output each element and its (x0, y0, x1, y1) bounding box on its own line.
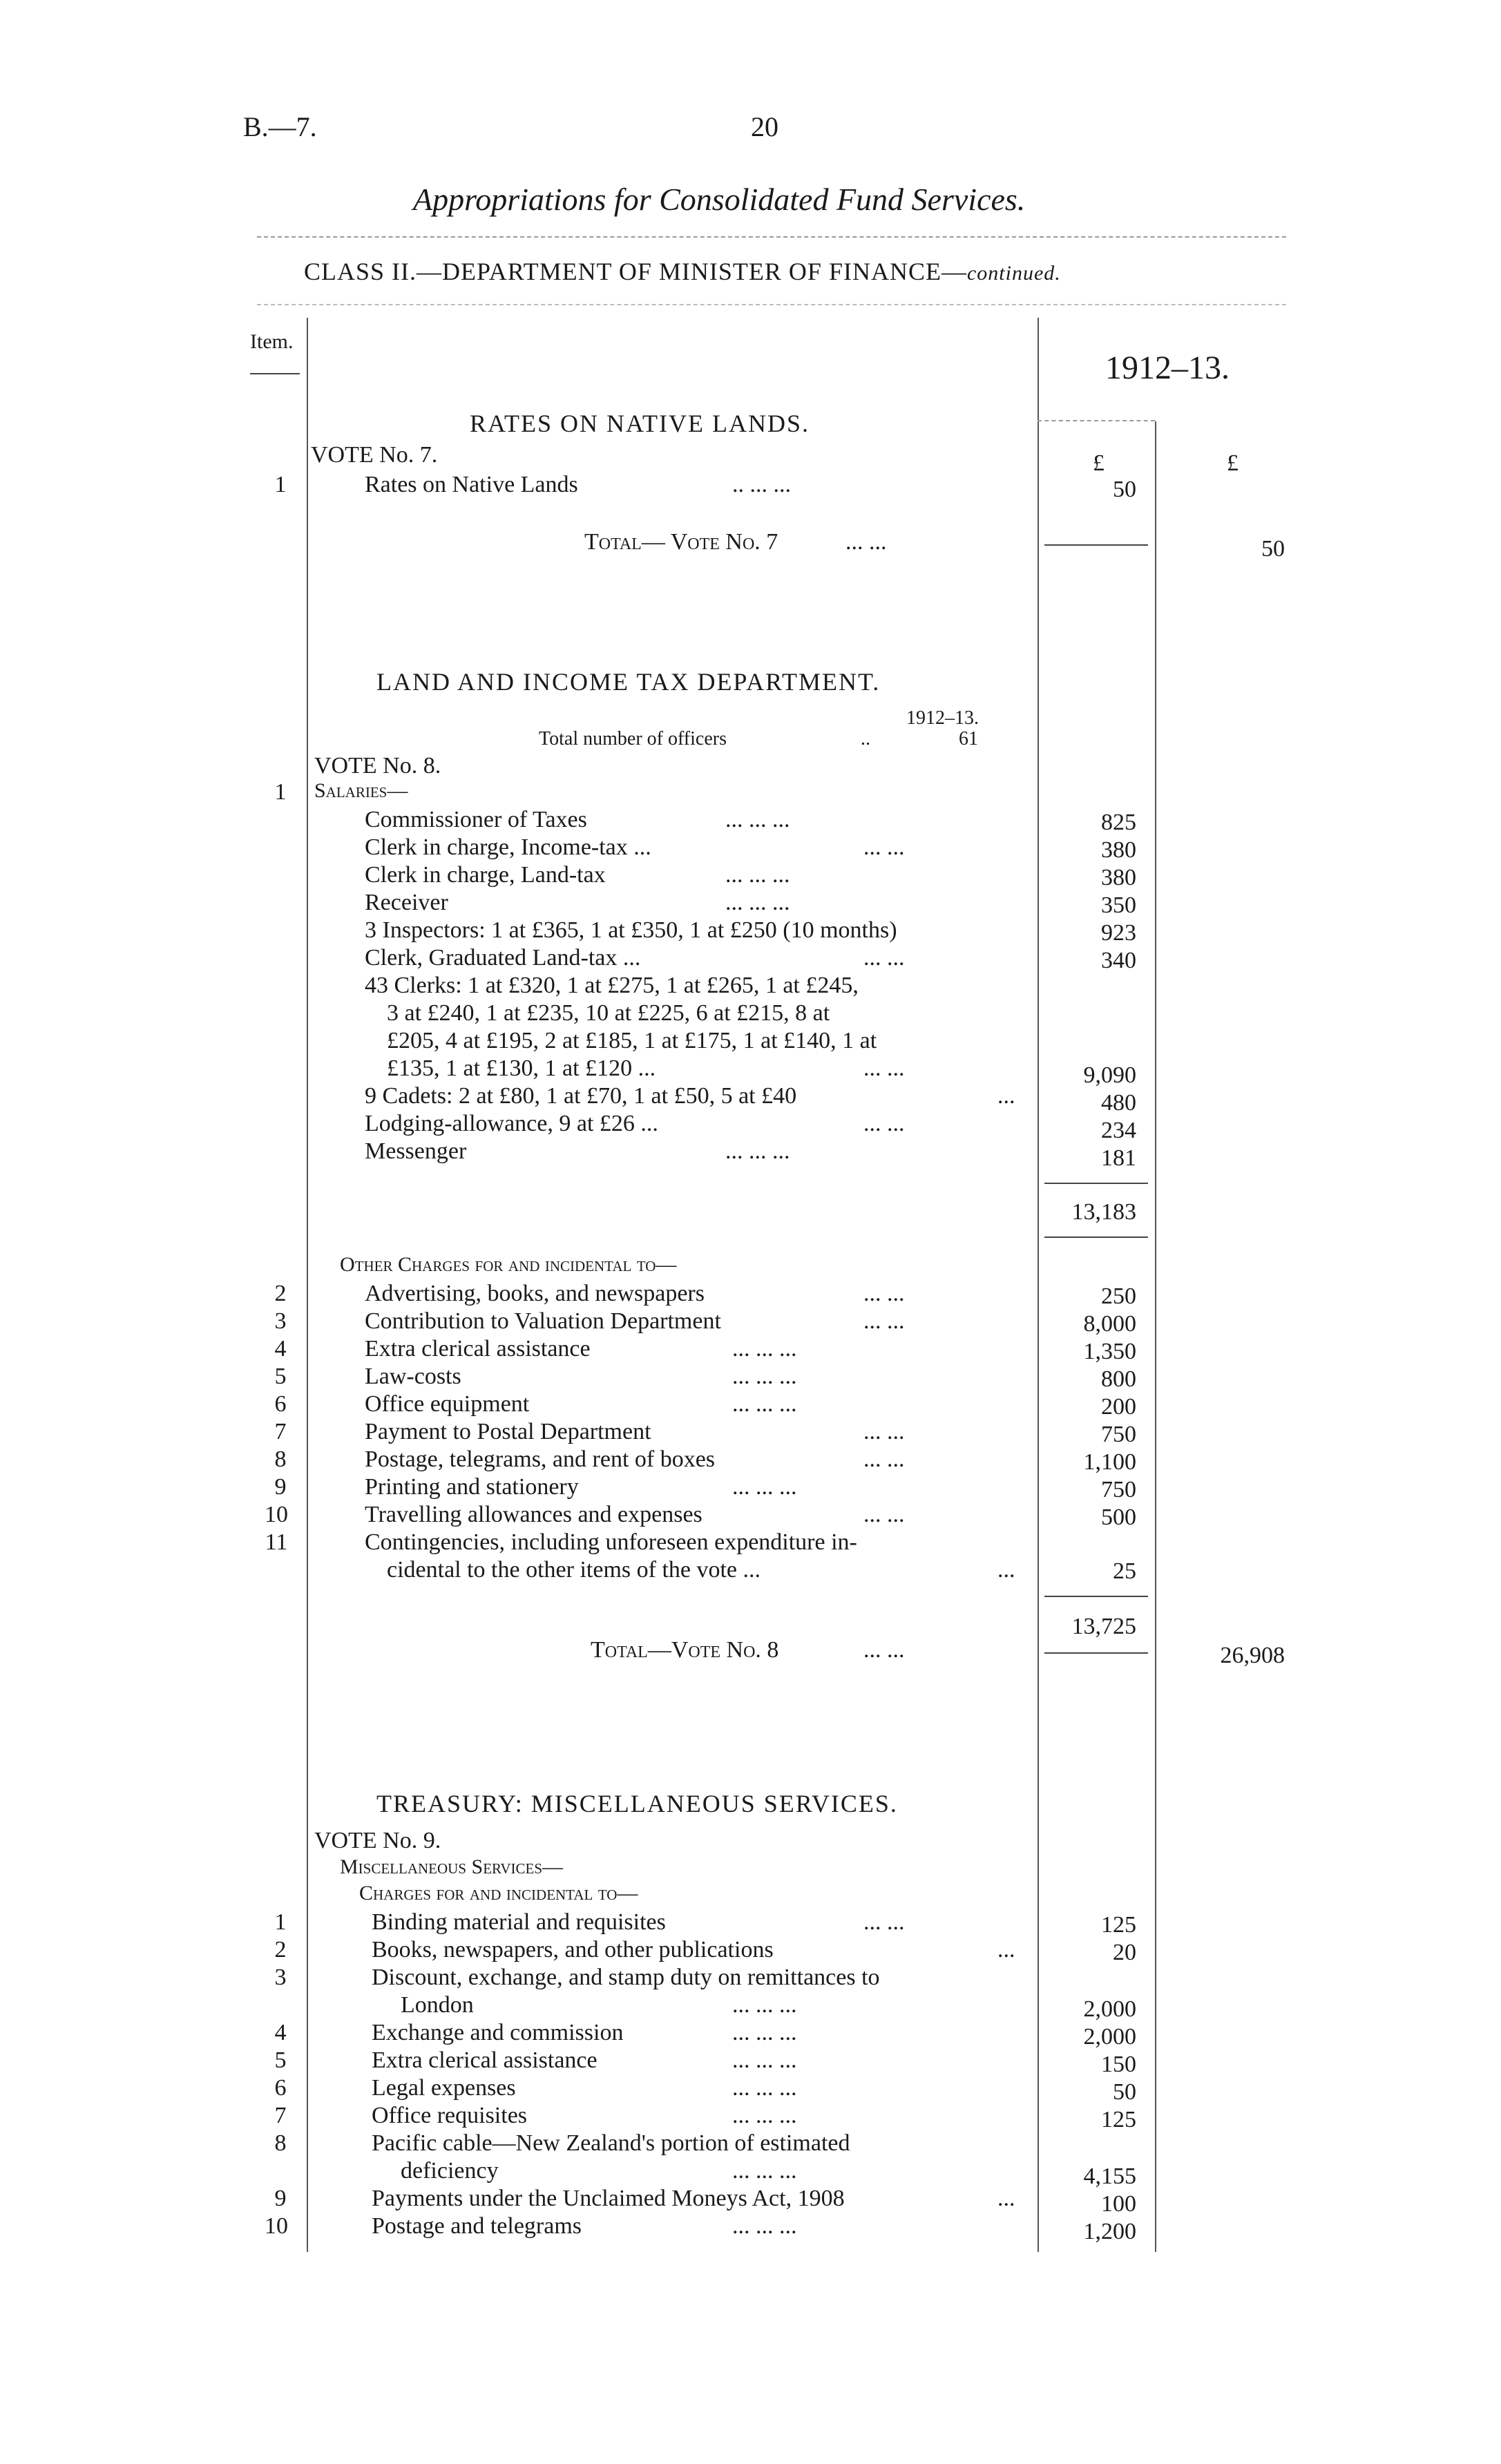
leader-dots: .. ... ... (732, 472, 791, 497)
leader-dots: ... ... ... (732, 2213, 797, 2239)
salary-line: 3 Inspectors: 1 at £365, 1 at £350, 1 at £250 (10 months) (365, 917, 897, 943)
section-heading-land-income-tax: LAND AND INCOME TAX DEPARTMENT. (376, 668, 881, 696)
misc-line: Pacific cable—New Zealand's portion of estimated (372, 2130, 850, 2156)
misc-line: deficiency (401, 2158, 499, 2184)
subtotal-rule (1044, 544, 1148, 546)
amount-column-rule-left (1038, 318, 1039, 2252)
leader-dots: ... ... (863, 1111, 905, 1136)
leader-dots: ... ... (863, 1281, 905, 1306)
item-number: 2 (274, 1281, 287, 1306)
charge-line: Contribution to Valuation Department (365, 1308, 721, 1334)
officers-count: 61 (959, 728, 978, 749)
charge-line: Postage, telegrams, and rent of boxes (365, 1446, 716, 1472)
misc-amount: 50 (1113, 2079, 1136, 2105)
item-number: 1 (274, 1909, 287, 1935)
misc-line: Discount, exchange, and stamp duty on remittances to (372, 1965, 880, 1990)
leader-dots: ... ... ... (732, 1992, 797, 2018)
leader-dots: ... (997, 1937, 1015, 1962)
item-number: 9 (274, 2186, 287, 2211)
item-number: 5 (274, 1364, 287, 1389)
charge-line: Payment to Postal Department (365, 1419, 651, 1444)
document-reference: B.—7. (243, 111, 317, 142)
leader-dots: ... ... (863, 1637, 905, 1663)
misc-amount: 20 (1113, 1940, 1136, 1965)
item-number: 1 (274, 779, 287, 805)
item-number: 8 (274, 1446, 287, 1472)
salaries-subtotal: 13,183 (1071, 1199, 1136, 1225)
subtotal-rule (1044, 1652, 1148, 1654)
salary-amount: 340 (1101, 948, 1136, 973)
clerks-line: 3 at £240, 1 at £235, 10 at £225, 6 at £215, 8 at (387, 1000, 830, 1026)
misc-amount: 4,155 (1083, 2164, 1136, 2189)
amount-column-rule-mid (1155, 421, 1156, 2252)
page-title: Appropriations for Consolidated Fund Services. (413, 182, 1026, 217)
other-charges-heading: Other Charges for and incidental to— (340, 1253, 677, 1276)
leader-dots: ... ... ... (732, 1474, 797, 1500)
item-amount: 50 (1113, 477, 1136, 502)
clerks-line: £135, 1 at £130, 1 at £120 ... (387, 1056, 656, 1081)
salary-amount: 380 (1101, 837, 1136, 863)
vote-7-label: VOTE No. 7. (311, 442, 438, 468)
vote-8-label: VOTE No. 8. (314, 753, 441, 779)
class-heading: CLASS II.—DEPARTMENT OF MINISTER OF FINANCE—continued. (304, 258, 1061, 285)
charge-amount: 8,000 (1083, 1311, 1136, 1337)
leader-dots: ... ... (863, 1056, 905, 1081)
charge-amount: 1,350 (1083, 1339, 1136, 1364)
salary-amount: 234 (1101, 1118, 1136, 1143)
class-divider (257, 304, 1286, 305)
header-divider (257, 236, 1286, 238)
item-column-header: Item. (250, 330, 294, 353)
item-header-rule (250, 373, 300, 374)
charge-amount: 25 (1113, 1558, 1136, 1584)
misc-line: Exchange and commission (372, 2020, 624, 2045)
charge-amount: 750 (1101, 1422, 1136, 1447)
misc-line: Payments under the Unclaimed Moneys Act, 1908 (372, 2186, 845, 2211)
charge-line: Printing and stationery (365, 1474, 579, 1500)
item-number: 1 (274, 472, 287, 497)
leader-dots: ... ... ... (725, 807, 790, 832)
officers-year-header: 1912–13. (906, 707, 979, 729)
charge-amount: 1,100 (1083, 1449, 1136, 1475)
leader-dots: ... ... (845, 529, 887, 555)
item-number: 8 (274, 2130, 287, 2156)
section-heading-treasury-misc: TREASURY: MISCELLANEOUS SERVICES. (376, 1790, 898, 1817)
charge-line: Contingencies, including unforeseen expenditure in- (365, 1529, 857, 1555)
salary-line: 9 Cadets: 2 at £80, 1 at £70, 1 at £50, 5 at £40 (365, 1083, 797, 1109)
salary-amount: 350 (1101, 892, 1136, 918)
salaries-heading: Salaries— (314, 779, 408, 802)
subtotal-rule (1044, 1596, 1148, 1597)
charge-line: Travelling allowances and expenses (365, 1502, 702, 1527)
item-column-rule (307, 318, 308, 2252)
charge-amount: 200 (1101, 1394, 1136, 1420)
item-number: 7 (274, 2103, 287, 2128)
misc-line: Books, newspapers, and other publications (372, 1937, 774, 1962)
leader-dots: ... ... ... (732, 2020, 797, 2045)
item-number: 6 (274, 1391, 287, 1417)
misc-line: Postage and telegrams (372, 2213, 582, 2239)
leader-dots: ... ... ... (725, 1138, 790, 1164)
item-number: 10 (265, 1502, 288, 1527)
item-number: 4 (274, 1336, 287, 1362)
leader-dots: ... ... ... (725, 862, 790, 888)
misc-amount: 100 (1101, 2191, 1136, 2217)
salary-line: Clerk in charge, Income-tax ... (365, 834, 651, 860)
leader-dots: ... ... (863, 945, 905, 971)
misc-services-heading: Miscellaneous Services— (340, 1855, 564, 1878)
vote-9-label: VOTE No. 9. (314, 1828, 441, 1853)
year-column-header: 1912–13. (1105, 350, 1230, 386)
leader-dots: .. (861, 728, 870, 749)
item-number: 10 (265, 2213, 288, 2239)
misc-amount: 2,000 (1083, 1996, 1136, 2022)
item-number: 3 (274, 1965, 287, 1990)
misc-amount: 150 (1101, 2052, 1136, 2077)
misc-line: London (401, 1992, 474, 2018)
item-number: 7 (274, 1419, 287, 1444)
other-charges-subtotal: 13,725 (1071, 1614, 1136, 1639)
leader-dots: ... ... (863, 1909, 905, 1935)
misc-amount: 125 (1101, 1912, 1136, 1938)
leader-dots: ... (997, 2186, 1015, 2211)
section-heading-native-lands: RATES ON NATIVE LANDS. (470, 410, 810, 437)
salary-line: Receiver (365, 890, 448, 915)
subtotal-rule (1044, 1236, 1148, 1238)
misc-amount: 125 (1101, 2107, 1136, 2132)
salary-amount: 480 (1101, 1090, 1136, 1116)
salary-line: Clerk, Graduated Land-tax ... (365, 945, 641, 971)
item-number: 5 (274, 2047, 287, 2073)
salary-amount: 181 (1101, 1145, 1136, 1171)
year-header-rule (1038, 420, 1155, 421)
salary-line: Lodging-allowance, 9 at £26 ... (365, 1111, 658, 1136)
item-label-rates-native-lands: Rates on Native Lands (365, 472, 578, 497)
leader-dots: ... ... ... (732, 2047, 797, 2073)
charge-amount: 750 (1101, 1477, 1136, 1502)
charge-line: cidental to the other items of the vote ... (387, 1557, 761, 1583)
charge-amount: 500 (1101, 1505, 1136, 1530)
salary-amount: 380 (1101, 865, 1136, 890)
salary-amount: 923 (1101, 920, 1136, 946)
item-number: 3 (274, 1308, 287, 1334)
subtotal-rule (1044, 1183, 1148, 1184)
salary-amount: 825 (1101, 810, 1136, 835)
salary-line: Commissioner of Taxes (365, 807, 587, 832)
charge-line: Law-costs (365, 1364, 461, 1389)
leader-dots: ... ... (863, 1446, 905, 1472)
misc-line: Legal expenses (372, 2075, 516, 2101)
officers-label: Total number of officers (539, 728, 727, 749)
salary-line: Messenger (365, 1138, 467, 1164)
leader-dots: ... ... (863, 834, 905, 860)
leader-dots: ... ... (863, 1308, 905, 1334)
leader-dots: ... ... ... (732, 2103, 797, 2128)
clerks-amount: 9,090 (1083, 1062, 1136, 1088)
misc-amount: 1,200 (1083, 2219, 1136, 2244)
item-number: 2 (274, 1937, 287, 1962)
clerks-line: £205, 4 at £195, 2 at £185, 1 at £175, 1 at £140, 1 at (387, 1028, 877, 1053)
charge-line: Office equipment (365, 1391, 530, 1417)
charge-amount: 800 (1101, 1366, 1136, 1392)
page-number: 20 (751, 111, 778, 142)
charge-amount: 250 (1101, 1283, 1136, 1309)
clerks-line: 43 Clerks: 1 at £320, 1 at £275, 1 at £265, 1 at £245, (365, 973, 859, 998)
charges-heading: Charges for and incidental to— (359, 1882, 638, 1904)
leader-dots: ... ... ... (732, 1391, 797, 1417)
misc-line: Office requisites (372, 2103, 528, 2128)
leader-dots: ... ... ... (725, 890, 790, 915)
item-number: 9 (274, 1474, 287, 1500)
item-number: 4 (274, 2020, 287, 2045)
charge-line: Advertising, books, and newspapers (365, 1281, 705, 1306)
vote-7-total-label: Total— Vote No. 7 (584, 529, 778, 555)
vote-7-total-amount: 50 (1261, 536, 1285, 562)
item-number: 11 (265, 1529, 288, 1555)
vote-8-total-amount: 26,908 (1220, 1643, 1285, 1668)
misc-line: Extra clerical assistance (372, 2047, 597, 2073)
misc-line: Binding material and requisites (372, 1909, 666, 1935)
leader-dots: ... (997, 1083, 1015, 1109)
vote-8-total-label: Total—Vote No. 8 (591, 1637, 779, 1663)
currency-symbol-totals: £ (1227, 450, 1239, 476)
leader-dots: ... ... ... (732, 2158, 797, 2184)
salary-line: Clerk in charge, Land-tax (365, 862, 606, 888)
leader-dots: ... ... (863, 1502, 905, 1527)
charge-line: Extra clerical assistance (365, 1336, 591, 1362)
misc-amount: 2,000 (1083, 2024, 1136, 2050)
item-number: 6 (274, 2075, 287, 2101)
leader-dots: ... ... (863, 1419, 905, 1444)
leader-dots: ... (997, 1557, 1015, 1583)
leader-dots: ... ... ... (732, 1364, 797, 1389)
currency-symbol-items: £ (1093, 450, 1105, 476)
leader-dots: ... ... ... (732, 1336, 797, 1362)
leader-dots: ... ... ... (732, 2075, 797, 2101)
